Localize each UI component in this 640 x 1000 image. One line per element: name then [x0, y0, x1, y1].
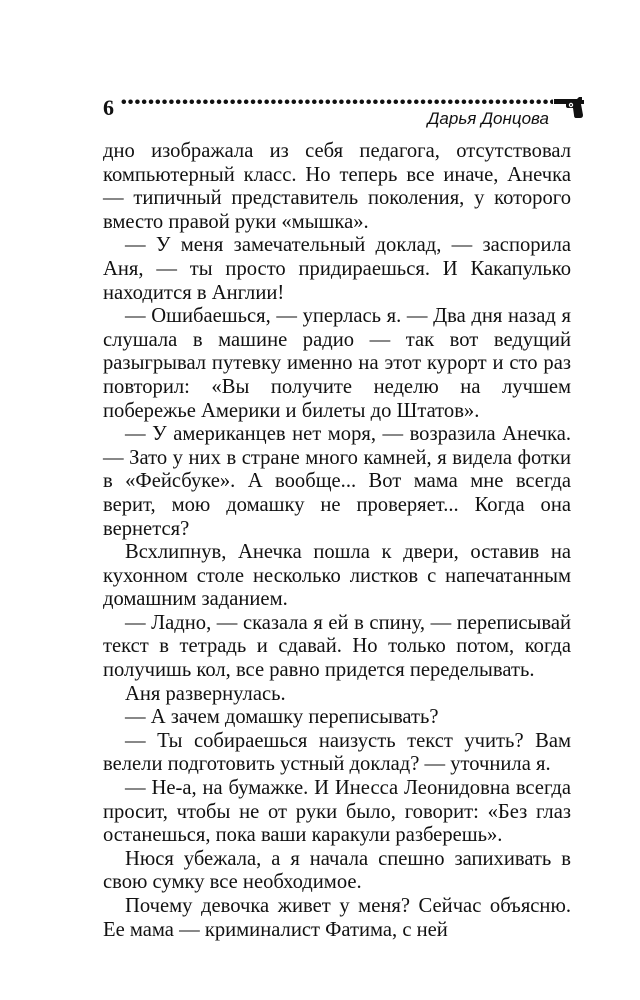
paragraph: дно изображала из себя педагога, отсутствовал компьютерный класс. Но теперь все иначе, Анечка — типичный представитель поколения, у которого вместо правой руки «мышка». — [103, 140, 571, 233]
paragraph: Почему девочка живет у меня? Сейчас объясню. Ее мама — криминалист Фатима, с ней — [103, 895, 571, 941]
paragraph: — У американцев нет моря, — возразила Анечка. — Зато у них в стране много камней, я видела фотки в «Фейсбуке». А вообще... Вот мама мне всегда верит, мою домашку не проверяет... Когда она вернется? — [103, 423, 571, 540]
paragraph: Нюся убежала, а я начала спешно запихивать в свою сумку все необходимое. — [103, 847, 571, 894]
paragraph: Всхлипнув, Анечка пошла к двери, оставив на кухонном столе несколько листков с напечатанным домашним заданием. — [103, 541, 571, 611]
running-header — [103, 96, 583, 136]
author-name: Дарья Донцова — [427, 109, 549, 128]
dotted-rule — [121, 96, 553, 110]
paragraph: — Ты собираешься наизусть текст учить? Вам велели подготовить устный доклад? — уточнила я. — [103, 729, 571, 776]
page-body — [103, 140, 571, 942]
paragraph: — Ладно, — сказала я ей в спину, — переписывай текст в тетрадь и сдавай. Но только потом, когда получишь кол, все равно придется переделывать. — [103, 611, 571, 682]
paragraph: — А зачем домашку переписывать? — [125, 706, 439, 729]
revolver-icon — [553, 96, 585, 120]
page-number: 6 — [103, 95, 114, 120]
paragraph: — Ошибаешься, — уперлась я. — Два дня назад я слушала в машине радио — так вот ведущий разыгрывал путевку именно на этот курорт и сто раз повторил: «Вы получите неделю на лучшем побережье Америки и билеты до Штатов». — [103, 305, 571, 422]
paragraph: — У меня замечательный доклад, — заспорила Аня, — ты просто придираешься. И Какапулько находится в Англии! — [103, 234, 571, 304]
paragraph: — Не-а, на бумажке. И Инесса Леонидовна всегда просит, чтобы не от руки было, говорит: «Без глаз останешься, пока ваши каракули разберешь». — [103, 777, 571, 847]
paragraph: Аня развернулась. — [125, 682, 286, 705]
